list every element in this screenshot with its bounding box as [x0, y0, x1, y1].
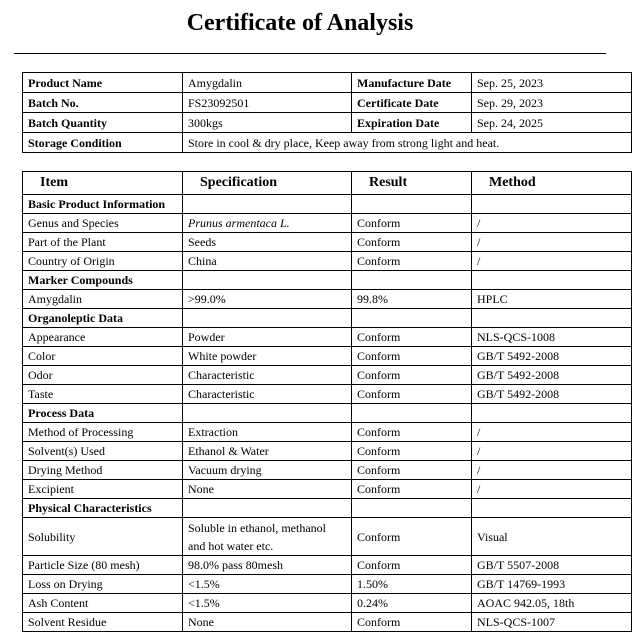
product-info-table	[22, 72, 632, 153]
empty-cell	[472, 404, 632, 423]
empty-cell	[352, 404, 472, 423]
title-underline	[14, 53, 606, 54]
table-row	[23, 233, 632, 252]
manufacture-date-value: Sep. 25, 2023	[472, 73, 632, 93]
info-row	[23, 133, 632, 153]
cell-specification: Extraction	[183, 423, 352, 442]
header-specification: Specification	[183, 172, 352, 195]
table-row	[23, 594, 632, 613]
info-row	[23, 113, 632, 133]
storage-condition-label: Storage Condition	[23, 133, 183, 153]
cell-method: NLS-QCS-1007	[472, 613, 632, 632]
empty-cell	[183, 499, 352, 518]
info-row	[23, 93, 632, 113]
header-result: Result	[352, 172, 472, 195]
table-row	[23, 556, 632, 575]
cell-item: Loss on Drying	[23, 575, 183, 594]
cell-result: Conform	[352, 461, 472, 480]
info-row	[23, 73, 632, 93]
cell-specification: Characteristic	[183, 385, 352, 404]
cell-item: Solvent(s) Used	[23, 442, 183, 461]
manufacture-date-label: Manufacture Date	[352, 73, 472, 93]
cell-method: HPLC	[472, 290, 632, 309]
empty-cell	[183, 309, 352, 328]
empty-cell	[472, 271, 632, 290]
table-row	[23, 366, 632, 385]
table-row	[23, 613, 632, 632]
cell-specification: White powder	[183, 347, 352, 366]
section-header-row	[23, 499, 632, 518]
table-row	[23, 461, 632, 480]
empty-cell	[183, 271, 352, 290]
cell-result: Conform	[352, 480, 472, 499]
cell-item: Genus and Species	[23, 214, 183, 233]
section-header-row	[23, 271, 632, 290]
storage-condition-value: Store in cool & dry place, Keep away from strong light and heat.	[183, 133, 632, 153]
cell-result: 0.24%	[352, 594, 472, 613]
cell-item: Ash Content	[23, 594, 183, 613]
cell-result: Conform	[352, 556, 472, 575]
section-title: Marker Compounds	[23, 271, 183, 290]
batch-quantity-value: 300kgs	[183, 113, 352, 133]
expiration-date-value: Sep. 24, 2025	[472, 113, 632, 133]
cell-specification: 98.0% pass 80mesh	[183, 556, 352, 575]
cell-method: /	[472, 214, 632, 233]
cell-item: Excipient	[23, 480, 183, 499]
empty-cell	[352, 195, 472, 214]
header-item: Item	[23, 172, 183, 195]
table-header-row	[23, 172, 632, 195]
cell-specification: China	[183, 252, 352, 271]
section-title: Basic Product Information	[23, 195, 183, 214]
cell-method: /	[472, 480, 632, 499]
header-method: Method	[472, 172, 632, 195]
specification-table	[22, 171, 632, 632]
table-row	[23, 252, 632, 271]
page-title: Certificate of Analysis	[186, 10, 414, 36]
cell-specification: >99.0%	[183, 290, 352, 309]
cell-method: Visual	[472, 518, 632, 556]
table-row	[23, 328, 632, 347]
section-title: Physical Characteristics	[23, 499, 183, 518]
cell-result: Conform	[352, 214, 472, 233]
cell-method: /	[472, 233, 632, 252]
cell-item: Odor	[23, 366, 183, 385]
certificate-date-label: Certificate Date	[352, 93, 472, 113]
cell-item: Drying Method	[23, 461, 183, 480]
cell-specification: Powder	[183, 328, 352, 347]
cell-item: Country of Origin	[23, 252, 183, 271]
cell-result: Conform	[352, 442, 472, 461]
cell-specification: Vacuum drying	[183, 461, 352, 480]
cell-item: Appearance	[23, 328, 183, 347]
table-row	[23, 442, 632, 461]
cell-method: /	[472, 423, 632, 442]
section-header-row	[23, 404, 632, 423]
cell-method: GB/T 5492-2008	[472, 366, 632, 385]
cell-item: Color	[23, 347, 183, 366]
certificate-date-value: Sep. 29, 2023	[472, 93, 632, 113]
cell-method: GB/T 14769-1993	[472, 575, 632, 594]
batch-quantity-label: Batch Quantity	[23, 113, 183, 133]
cell-item: Part of the Plant	[23, 233, 183, 252]
table-row	[23, 480, 632, 499]
cell-method: /	[472, 461, 632, 480]
empty-cell	[352, 499, 472, 518]
cell-result: Conform	[352, 233, 472, 252]
empty-cell	[472, 309, 632, 328]
empty-cell	[352, 271, 472, 290]
cell-result: Conform	[352, 366, 472, 385]
cell-result: Conform	[352, 347, 472, 366]
expiration-date-label: Expiration Date	[352, 113, 472, 133]
table-row	[23, 214, 632, 233]
cell-item: Solvent Residue	[23, 613, 183, 632]
product-name-value: Amygdalin	[183, 73, 352, 93]
cell-specification: Seeds	[183, 233, 352, 252]
table-row	[23, 575, 632, 594]
specification-table-body	[23, 172, 632, 632]
cell-result: 99.8%	[352, 290, 472, 309]
cell-specification: <1.5%	[183, 575, 352, 594]
cell-result: Conform	[352, 385, 472, 404]
cell-specification: Characteristic	[183, 366, 352, 385]
table-row	[23, 290, 632, 309]
cell-item: Particle Size (80 mesh)	[23, 556, 183, 575]
batch-no-value: FS23092501	[183, 93, 352, 113]
table-row	[23, 423, 632, 442]
section-title: Organoleptic Data	[23, 309, 183, 328]
product-name-label: Product Name	[23, 73, 183, 93]
cell-method: AOAC 942.05, 18th	[472, 594, 632, 613]
section-title: Process Data	[23, 404, 183, 423]
cell-result: Conform	[352, 328, 472, 347]
cell-item: Method of Processing	[23, 423, 183, 442]
cell-specification: <1.5%	[183, 594, 352, 613]
empty-cell	[352, 309, 472, 328]
cell-result: 1.50%	[352, 575, 472, 594]
cell-method: GB/T 5492-2008	[472, 385, 632, 404]
empty-cell	[472, 195, 632, 214]
cell-method: /	[472, 442, 632, 461]
cell-specification: None	[183, 613, 352, 632]
section-header-row	[23, 195, 632, 214]
cell-specification: Prunus armentaca L.	[183, 214, 352, 233]
empty-cell	[183, 195, 352, 214]
table-row	[23, 347, 632, 366]
cell-specification: None	[183, 480, 352, 499]
table-row	[23, 518, 632, 556]
batch-no-label: Batch No.	[23, 93, 183, 113]
cell-result: Conform	[352, 613, 472, 632]
cell-item: Taste	[23, 385, 183, 404]
cell-item: Solubility	[23, 518, 183, 556]
cell-result: Conform	[352, 518, 472, 556]
cell-method: GB/T 5492-2008	[472, 347, 632, 366]
cell-method: /	[472, 252, 632, 271]
empty-cell	[183, 404, 352, 423]
cell-result: Conform	[352, 423, 472, 442]
table-row	[23, 385, 632, 404]
section-header-row	[23, 309, 632, 328]
empty-cell	[472, 499, 632, 518]
cell-item: Amygdalin	[23, 290, 183, 309]
cell-method: GB/T 5507-2008	[472, 556, 632, 575]
cell-specification: Ethanol & Water	[183, 442, 352, 461]
cell-specification: Soluble in ethanol, methanol and hot water etc.	[183, 518, 352, 556]
cell-result: Conform	[352, 252, 472, 271]
cell-method: NLS-QCS-1008	[472, 328, 632, 347]
